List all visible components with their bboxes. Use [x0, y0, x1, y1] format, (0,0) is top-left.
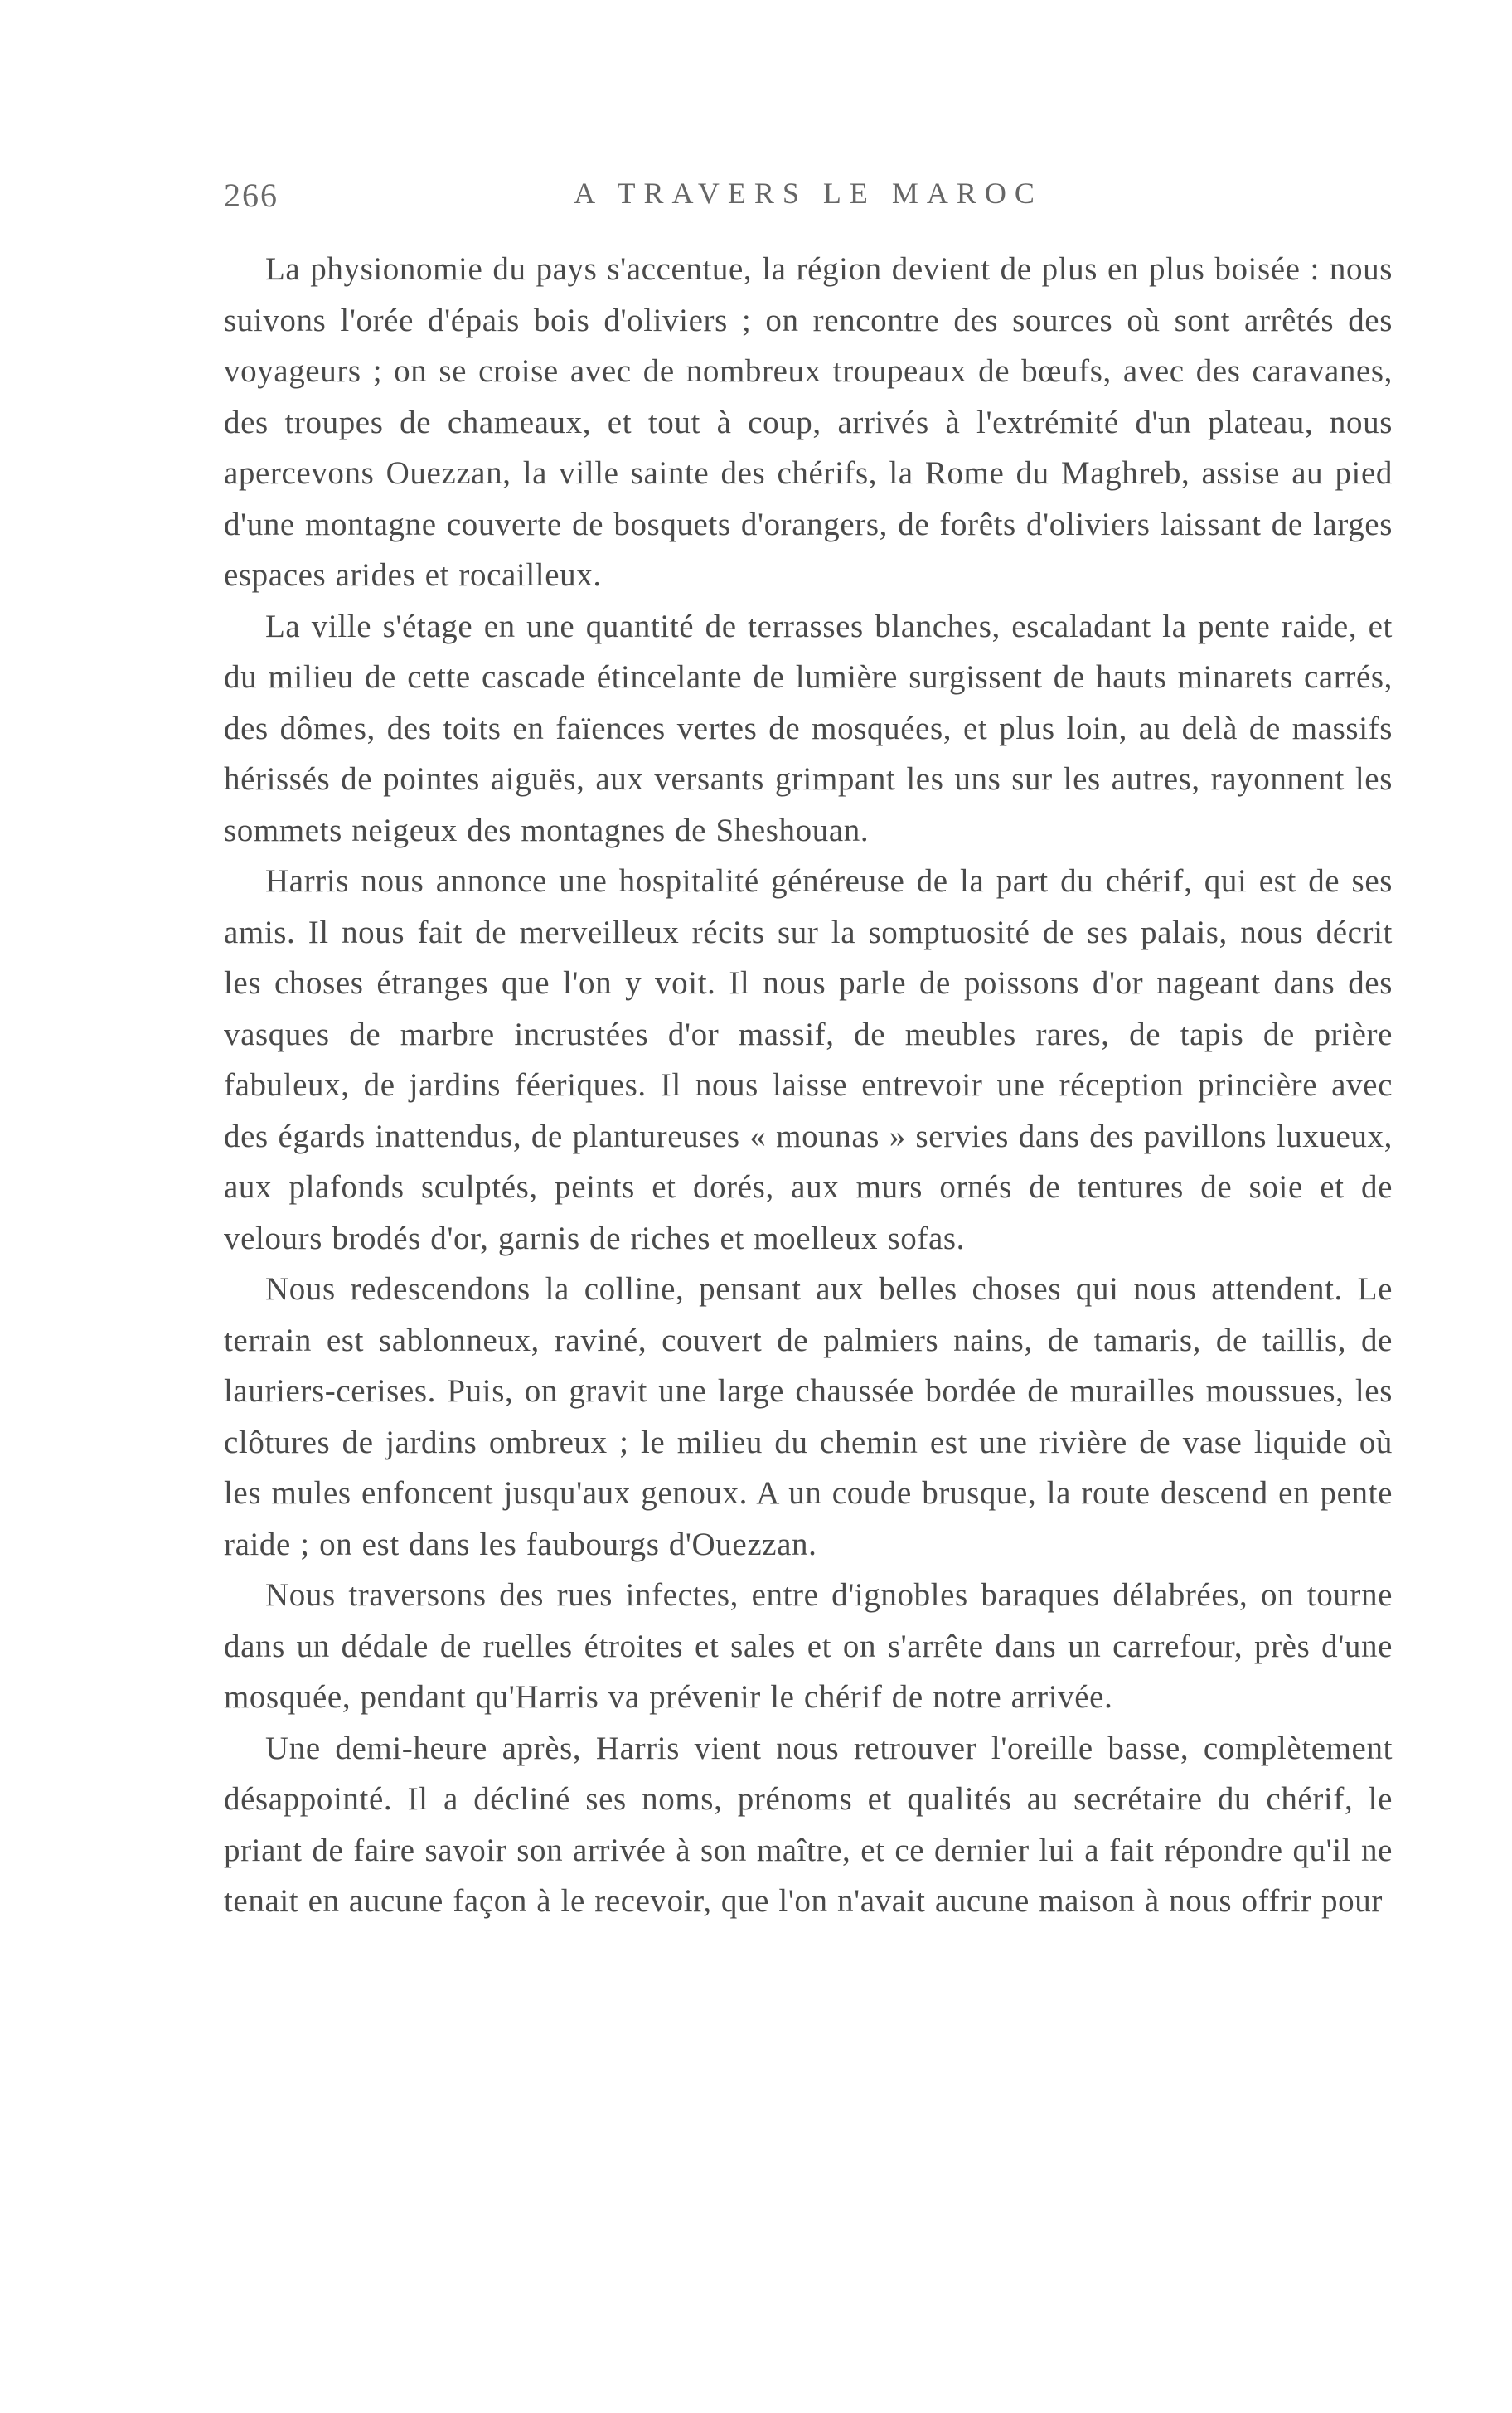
paragraph: [224, 856, 1393, 1264]
body-text: [224, 244, 1393, 1927]
paragraph: [224, 601, 1393, 857]
paragraph: [224, 1570, 1393, 1723]
paragraph: [224, 1723, 1393, 1927]
running-title: A TRAVERS LE MAROC: [574, 177, 1043, 210]
paragraph-text: Harris nous annonce une hospitalité généreuse de la part du chérif, qui est de ses amis. Il nous fait de merveilleux récits sur la somptuosité de ses palais, nous décrit les choses étranges que l'on y voit. Il nous parle de poissons d'or nageant dans des vasques de marbre incrustées d'or massif, de meubles rares, de tapis de prière fabuleux, de jardins féeriques. Il nous laisse entrevoir une réception princière avec des égards inattendus, de plantureuses « mounas » servies dans des pavillons luxueux, aux plafonds sculptés, peints et dorés, aux murs ornés de tentures de soie et de velours brodés d'or, garnis de riches et moelleux sofas.: [224, 863, 1393, 1256]
paragraph-text: Nous redescendons la colline, pensant aux belles choses qui nous attendent. Le terrain est sablonneux, raviné, couvert de palmiers nains, de tamaris, de taillis, de lauriers-cerises. Puis, on gravit une large chaussée bordée de murailles moussues, les clôtures de jardins ombreux ; le milieu du chemin est une rivière de vase liquide où les mules enfoncent jusqu'aux genoux. A un coude brusque, la route descend en pente raide ; on est dans les faubourgs d'Ouezzan.: [224, 1271, 1393, 1562]
page-number: 266: [224, 177, 279, 214]
paragraph-text: Nous traversons des rues infectes, entre d'ignobles baraques délabrées, on tourne dans un dédale de ruelles étroites et sales et on s'arrête dans un carrefour, près d'une mosquée, pendant qu'Harris va prévenir le chérif de notre arrivée.: [224, 1577, 1393, 1715]
running-head: [224, 176, 1393, 226]
paragraph: [224, 1264, 1393, 1570]
paragraph-text: La ville s'étage en une quantité de terrasses blanches, escaladant la pente raide, et du milieu de cette cascade étincelante de lumière surgissent de hauts minarets carrés, des dômes, des toits en faïences vertes de mosquées, et plus loin, au delà de massifs hérissés de pointes aiguës, aux versants grimpant les uns sur les autres, rayonnent les sommets neigeux des montagnes de Sheshouan.: [224, 608, 1393, 848]
paragraph-text: La physionomie du pays s'accentue, la région devient de plus en plus boisée : nous suivons l'orée d'épais bois d'oliviers ; on rencontre des sources où sont arrêtés des voyageurs ; on se croise avec de nombreux troupeaux de bœufs, avec des caravanes, des troupes de chameaux, et tout à coup, arrivés à l'extrémité d'un plateau, nous apercevons Ouezzan, la ville sainte des chérifs, la Rome du Maghreb, assise au pied d'une montagne couverte de bosquets d'orangers, de forêts d'oliviers laissant de larges espaces arides et rocailleux.: [224, 251, 1393, 593]
paragraph: [224, 244, 1393, 601]
paragraph-text: Une demi-heure après, Harris vient nous retrouver l'oreille basse, complètement désappointé. Il a décliné ses noms, prénoms et qualités au secrétaire du chérif, le priant de faire savoir son arrivée à son maître, et ce dernier lui a fait répondre qu'il ne tenait en aucune façon à le recevoir, que l'on n'avait aucune maison à nous offrir pour: [224, 1730, 1393, 1919]
